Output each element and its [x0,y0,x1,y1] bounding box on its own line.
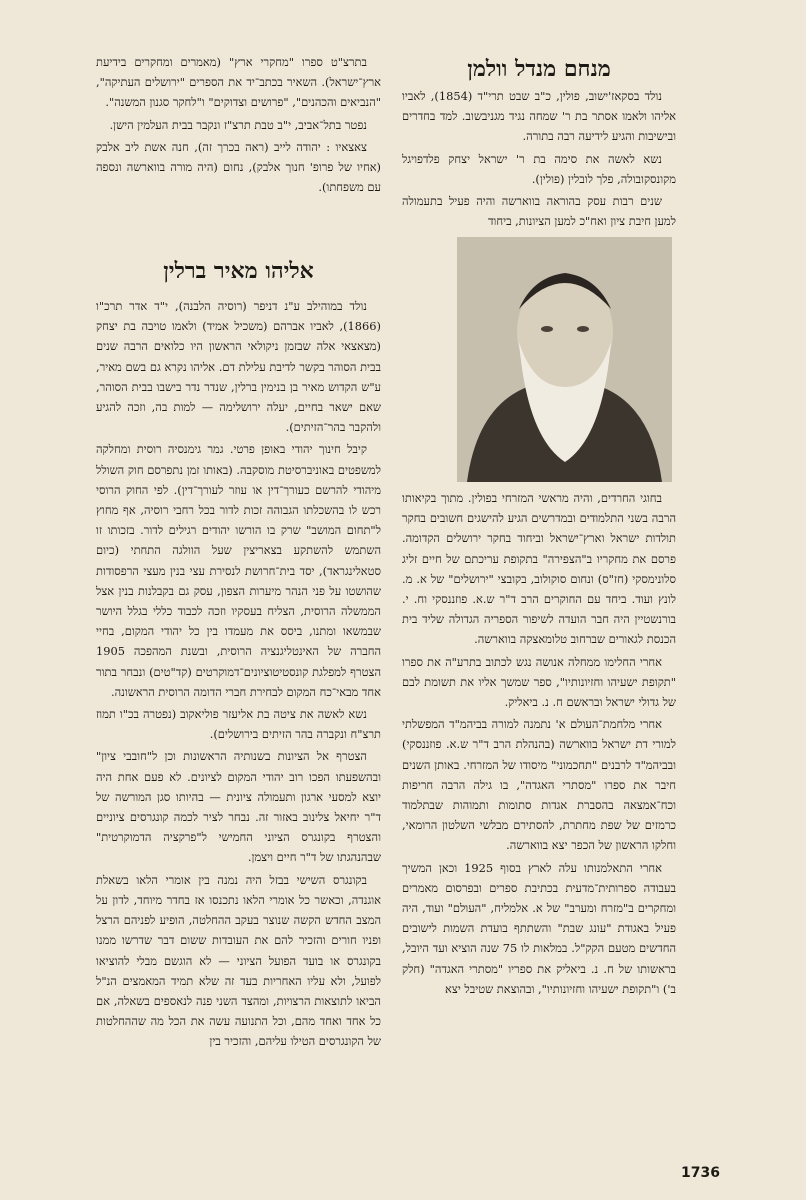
page-number: 1736 [681,1165,720,1181]
paragraph: נשא לאשה את סימה בת ר' ישראל יצחק פלדפויגל מקונסקובולה, פלך לובלין (פולין). [402,151,676,186]
paragraph: נולד במוהילב ע"נ דניפר (רוסיה הלבנה), י"ד אדר תרכ"ו (1866), לאביו אברהם (משכיל אמיד) ולאמו טויבה בת יצחק (מצאצאי אלה שבזמן ניקולאי הראשון היו כלואים הרבה שנים בבית הסוהר בקשר לדיבת עלילת דם. אליהו נקרא גם בשם מאיר, ע"ש הקדוש מאיר בן בנימין ברלין, שנדר נדר בישבו בבית הסוהר, שאם ישאר בחיים, יעלה ירושלימה — למות בה, וזכה להגיע ולהקבר בהר־הזיתים). [96,299,381,435]
paragraph: נולד בסקאז'ישוב, פולין, כ"ב שבט תרי"ד (1854), לאביו אליהו ולאמו אסתר בת ר' שמחה נגיד מגניבשוב. למד בחדרים ובישיבות והגיע לידיעה רבה בתורה. [402,89,676,144]
paragraph: נשא לאשה את ציטה בת אליעזר פוליאקוב (נפטרה בכ"ו תמוז תרצ"ח ונקברה בהר הזיתים בירושלים). [96,707,381,742]
portrait-photo [457,237,672,482]
left-article-text [96,296,381,1054]
paragraph: נפטר בתל־אביב, י"ב טבת תרצ"ז ונקבר בבית העלמין הישן. [109,117,367,132]
left-article-title: אליהו מאיר ברלין [163,258,314,284]
paragraph: שנים רבות עסק בהוראה בווארשה והיה פעיל בתעמולה למען חיבת ציון ואח"כ למען הציונות, ביחוד [402,194,676,229]
paragraph: אחרי מלחמת־העולם א' נתמנה למורה בביהמ"ד המפשלתי למורי דת ישראל בווארשה (בהנהלת הרב ד"ר ש.א. פוזננסקי) ובביהמ"ד לרבנים "תחכמוני" מיסודו של המזרחי. באותן השנים חיבר את ספרו "מסתרי האגדה", בו גילה הרבה חריפות וכח־אמצאה בהסברת אגדות סתומות ותמוהות שבתלמוד כרמזים של שפת מחתרת, להסתירם מבלשי השלטון הרומאי, וחלקו הראשון של הכפר יצא בווארשה. [402,717,676,853]
paragraph: קיבל חינוך יהודי באופן פרטי. גמר גימנסיה רוסית ומחלקה למשפטים באוניברסיטת מוסקבה. (באותו זמן נתפרסם חוק השולל מיהודי להרשם כעורך־דין או עוזר לעורך־דין). לפי החוק הרוסי רכש לו בהשכלתו הגבוהה זכות לדור בכל רחבי רוסיה, אף מחוץ ל"תחום המושב" שרק בו הורשו יהודים רגילים לדור. בזכותו זו השתמש להשתקע בצאריצין שעל הוולגה התחתי (כיום סטאלינגראד), יסד בית־חרושת לנסירת עצי בנין מעצי הרפסודות שהושטו על פני הנהר מיערות הצפון, עסק גם בקבלנות בנין אצל הממשלה הרוסית, הצליח בעסקיו וזכה לכבוד כללי בגלל היושר שבמשאו ומתנו, ביסס את מעמדו בין כל יהודי המקום, בחיי החברה של האינטליגנציה הרוסית, ובשנת המהפכה 1905 הצטרף למפלגת קונסטיטוציונים־דמוקרטים (קד"טים) ונבחר בתור אחד מבאי־כח המקום לבחירת חברי הדומה הרוסית הראשונה. [96,442,381,699]
paragraph: הצטרף אל הציונות בשנותיה הראשונות וכן ל"חובבי ציון" ובהשפעתו הפכו רוב יהודי המקום לציונים. לא פעם אחת היה יוצא למסעי ארגון ותעמולה ציונית — בהיותו סגן המורשה של ד"ר יחיאל צלינוב באזור זה. נבחר לציר לכמה קונגרסים ציוניים והצטרף בקונגרס הציוני החמישי ל"פרקציה הדמוקרטית" שבהנהגתו של ד"ר חיים ויצמן. [96,749,381,865]
paragraph: צאצאיו : יהודה לייב (ראה בכרך זה), חנה אשת ליב אלבק (אחיו של פרופ' חנוך אלבק), נחום (היה מורה בווארשה ונספה עם משפחתו). [96,139,381,195]
right-article-bottom-text [402,488,676,1001]
right-article-title: מנחם מנדל וולמן [467,56,611,82]
left-continuation-text [96,52,381,199]
paragraph: אחרי החלימו ממחלה אנושה נגש לכתוב בתרע"ה את ספרו "תקופת ישעיהו וחזיונותיו", ספר שמשך אליו את תשומת לבם של גדולי ישראל ובראשם ח. נ. ביאליק. [402,654,676,710]
paragraph: בחוגי החרדים, והיה מראשי המזרחי בפולין. מתוך בקיאותו הרבה בשני התלמודים ובמדרשים הגיע להישגים חשובים בחקר תולדות ישראל וארץ־ישראל וביחוד בחקר ירושלים הקדומה. פרסם את מחקריו ב"הצפירה" בתקופת עריכתם של חיים זליג סלונימסקי (חז"ס) ונחום סוקולוב, בקובצי "ירושלים" של א. מ. לונץ ועוד. ביחד עם החוקרים הרב ד"ר ש.א. פוזננסקי וח. י. בורנשטיין היה חבר הועדה לשיפור הספריה הגדולה שליד בית הכנסת לגאורים שברחוב טלומאצקה בווארשה. [402,491,676,647]
paragraph: אחרי התאלמנותו עלה לארץ בסוף 1925 וכאן המשיך בעבודה ספרותית־מדעית בכתיבת ספרים ובפרסום מאמרים ומחקרים ב"מזרח ומערב" של א. אלמליח, "העולם" ועוד, היה פעיל באגודת "עונג שבת" והשתתף בועדת השמות לישובים החדשים מטעם הקק"ל. במלאות לו 75 שנה הוציא ועד היובל, בראשותו של ח. נ. ביאליק את ספריו "מסתרי האגדה" (חלק ב') ו"תקופת ישעיהו וחזיונותיו", ובהוצאת שטיבל יצא [402,860,676,996]
paragraph: בתרצ"ט ספרו "מחקרי ארץ" (מאמרים ומחקרים בידיעת ארץ־ישראל). השאיר בכתב־יד את הספרים "ירושלים העתיקה", "הנביאים והכהנים", "פרושים וצדוקים" ו"לחקר סגנון המשנה". [96,55,381,110]
right-article-top-text [402,86,676,233]
paragraph: בקונגרס השישי בבזל היה נמנה בין אומרי הלאו בשאלת אוגנדה, וכאשר כל אומרי הלאו נתכנסו אז בחדר מיוחד, לדון על המצב החדש הקשה שנוצר בעקב ההחלטה, הופיע לפניהם הרצל ופניו חורים והזכיר להם את העובדות ששום דבר שדרשו ממנו בקונגרס או בועד הפועל הציוני — לא הוגשם מבלי להוציאו לפועל, ולא עליו האחריות בעד זה שלא תמיד המאמצים הנ"ל הביאו לתוצאות הרצויות, ומהצד השני פנה לנאספים בשאלה, אם כל אחד ואחד מהם, וכל התנועה עשה את הכל מה שההחלטות של הקונגרסים הטילו עליהם, והזכיר בין [96,872,381,1049]
